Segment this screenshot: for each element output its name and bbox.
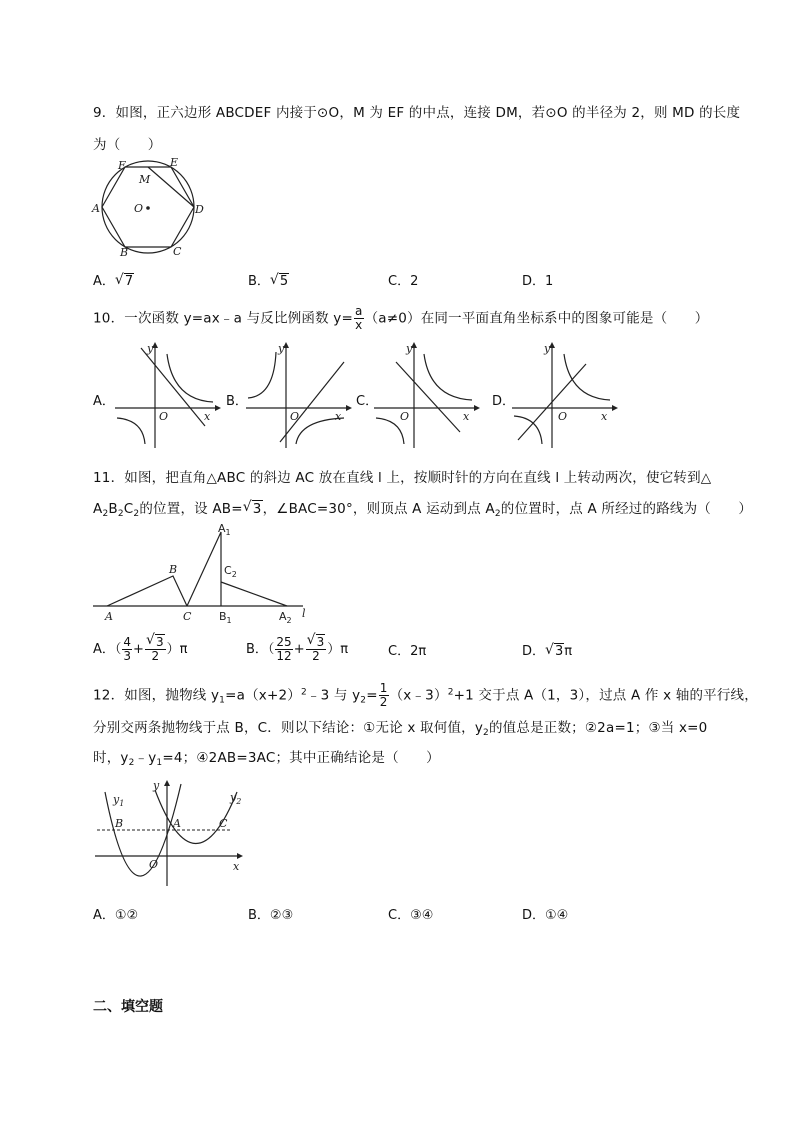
q10-option-b-label[interactable]: B． xyxy=(226,394,248,409)
q9-label-c: C xyxy=(173,245,182,258)
svg-text:B: B xyxy=(169,563,178,576)
svg-text:O: O xyxy=(149,858,159,871)
q12-parabola-figure xyxy=(93,776,248,888)
svg-text:x: x xyxy=(601,410,608,423)
q11-line-2: $A_2B_2C_2$的位置，设 AB=√ 3，∠BAC=30°，则顶点 A 运动到点 $A_2$的位置时，点 A 所经过的路线为（ ） xyxy=(93,497,752,519)
svg-text:x: x xyxy=(204,410,211,423)
q12-option-d[interactable]: D．①④ xyxy=(522,908,569,923)
q10-graph-b[interactable] xyxy=(244,340,354,450)
q10-fraction: $\frac{a}{x}$ xyxy=(355,304,363,332)
q9-option-b[interactable]: B．√ 5 xyxy=(248,270,289,289)
svg-text:y: y xyxy=(544,342,551,355)
svg-text:C2: $C_2$ xyxy=(224,564,237,579)
q10-graph-a[interactable] xyxy=(113,340,223,450)
q12-option-c[interactable]: C．③④ xyxy=(388,908,434,923)
svg-text:x: x xyxy=(233,860,240,873)
svg-text:x: x xyxy=(463,410,470,423)
q10-option-d-label[interactable]: D． xyxy=(492,394,516,409)
svg-text:B: B xyxy=(115,817,124,830)
svg-text:C: C xyxy=(183,610,192,623)
svg-text:C: C xyxy=(219,817,228,830)
svg-text:O: O xyxy=(400,410,410,423)
q9-segment-md xyxy=(148,167,194,207)
q9-label-o: O xyxy=(134,202,144,215)
q9-label-e: E xyxy=(170,156,179,169)
svg-text:y2: $y_2$ xyxy=(230,791,242,806)
svg-text:B1: $B_1$ xyxy=(219,610,232,625)
q9-label-f: F xyxy=(118,159,126,172)
svg-text:O: O xyxy=(558,410,568,423)
q12-line-1: 12．如图，抛物线 $y_1=a(x+2)^2﹣3$ 与 $y_2=$ $\frac{1}{2}$ （x﹣3）$^2$+1 交于点 A（1，3），过点 A 作 x 轴的平行线， xyxy=(93,681,758,709)
svg-text:A: A xyxy=(173,817,181,830)
q11-line-1: 11．如图，把直角△ABC 的斜边 AC 放在直线 l 上，按顺时针的方向在直线 l 上转动两次，使它转到△ xyxy=(93,470,712,486)
svg-text:y: y xyxy=(406,342,413,355)
q10-option-a-label[interactable]: A． xyxy=(93,394,115,409)
q12-option-b[interactable]: B．②③ xyxy=(248,908,294,923)
svg-text:O: O xyxy=(159,410,169,423)
q9-option-b-sqrt: √ 5 xyxy=(270,274,289,289)
q10-option-c-label[interactable]: C． xyxy=(356,394,379,409)
q10-graph-c[interactable] xyxy=(372,340,482,450)
svg-text:A2: $A_2$ xyxy=(279,610,292,625)
q10-question: 10．一次函数 y=ax﹣a 与反比例函数 y= $\frac{a}{x}$ （a≠0）在同一平面直角坐标系中的图象可能是（ ） xyxy=(93,304,709,332)
q9-option-d[interactable]: D．1 xyxy=(522,274,554,289)
q11-option-c[interactable]: C．2π xyxy=(388,644,427,659)
q9-line-2: 为（ ） xyxy=(93,137,162,153)
section-title-fill-in: 二、填空题 xyxy=(93,999,163,1015)
q12-option-a[interactable]: A．①② xyxy=(93,908,139,923)
q9-label-d: D xyxy=(195,203,204,216)
q9-label-m: M xyxy=(139,173,151,186)
q12-line-2: 分别交两条抛物线于点 B，C．则以下结论：①无论 x 取何值，$y_2$的值总是正数；②2a=1；③当 x=0 xyxy=(93,720,708,738)
svg-text:A: A xyxy=(105,610,113,623)
q9-center-dot xyxy=(146,206,150,210)
q11-rotation-figure xyxy=(93,520,313,626)
svg-text:O: O xyxy=(290,410,300,423)
q9-option-a-sqrt: √ 7 xyxy=(115,274,134,289)
q9-hexagon-figure xyxy=(90,155,220,260)
svg-text:A1: $A_1$ xyxy=(218,522,231,537)
svg-text:y: y xyxy=(147,342,154,355)
svg-text:y: y xyxy=(278,342,285,355)
svg-text:x: x xyxy=(335,410,342,423)
svg-text:y1: $y_1$ xyxy=(113,793,125,808)
svg-text:l: l xyxy=(302,607,306,620)
q9-label-a: A xyxy=(92,202,100,215)
q9-label-b: B xyxy=(120,246,129,259)
q11-option-b[interactable]: B．（ $\frac{25}{12}$ + √ $\frac{3}{2}$ ）π xyxy=(246,636,348,663)
q10-graph-d[interactable] xyxy=(510,340,620,450)
q9-line-1: 9．如图，正六边形 ABCDEF 内接于⊙O，M 为 EF 的中点，连接 DM，若⊙O 的半径为 2，则 MD 的长度 xyxy=(93,105,741,121)
q11-option-a[interactable]: A．（ $\frac{4}{3}$ + √ $\frac{3}{2}$ ）π xyxy=(93,636,187,663)
q11-option-d[interactable]: D．√ 3π xyxy=(522,640,572,659)
q9-option-c[interactable]: C．2 xyxy=(388,274,419,289)
q12-line-3: 时，$y_2﹣y_1=4$；④2AB=3AC；其中正确结论是（ ） xyxy=(93,750,440,768)
q9-option-a[interactable]: A．√ 7 xyxy=(93,270,134,289)
svg-text:y: y xyxy=(153,779,160,792)
